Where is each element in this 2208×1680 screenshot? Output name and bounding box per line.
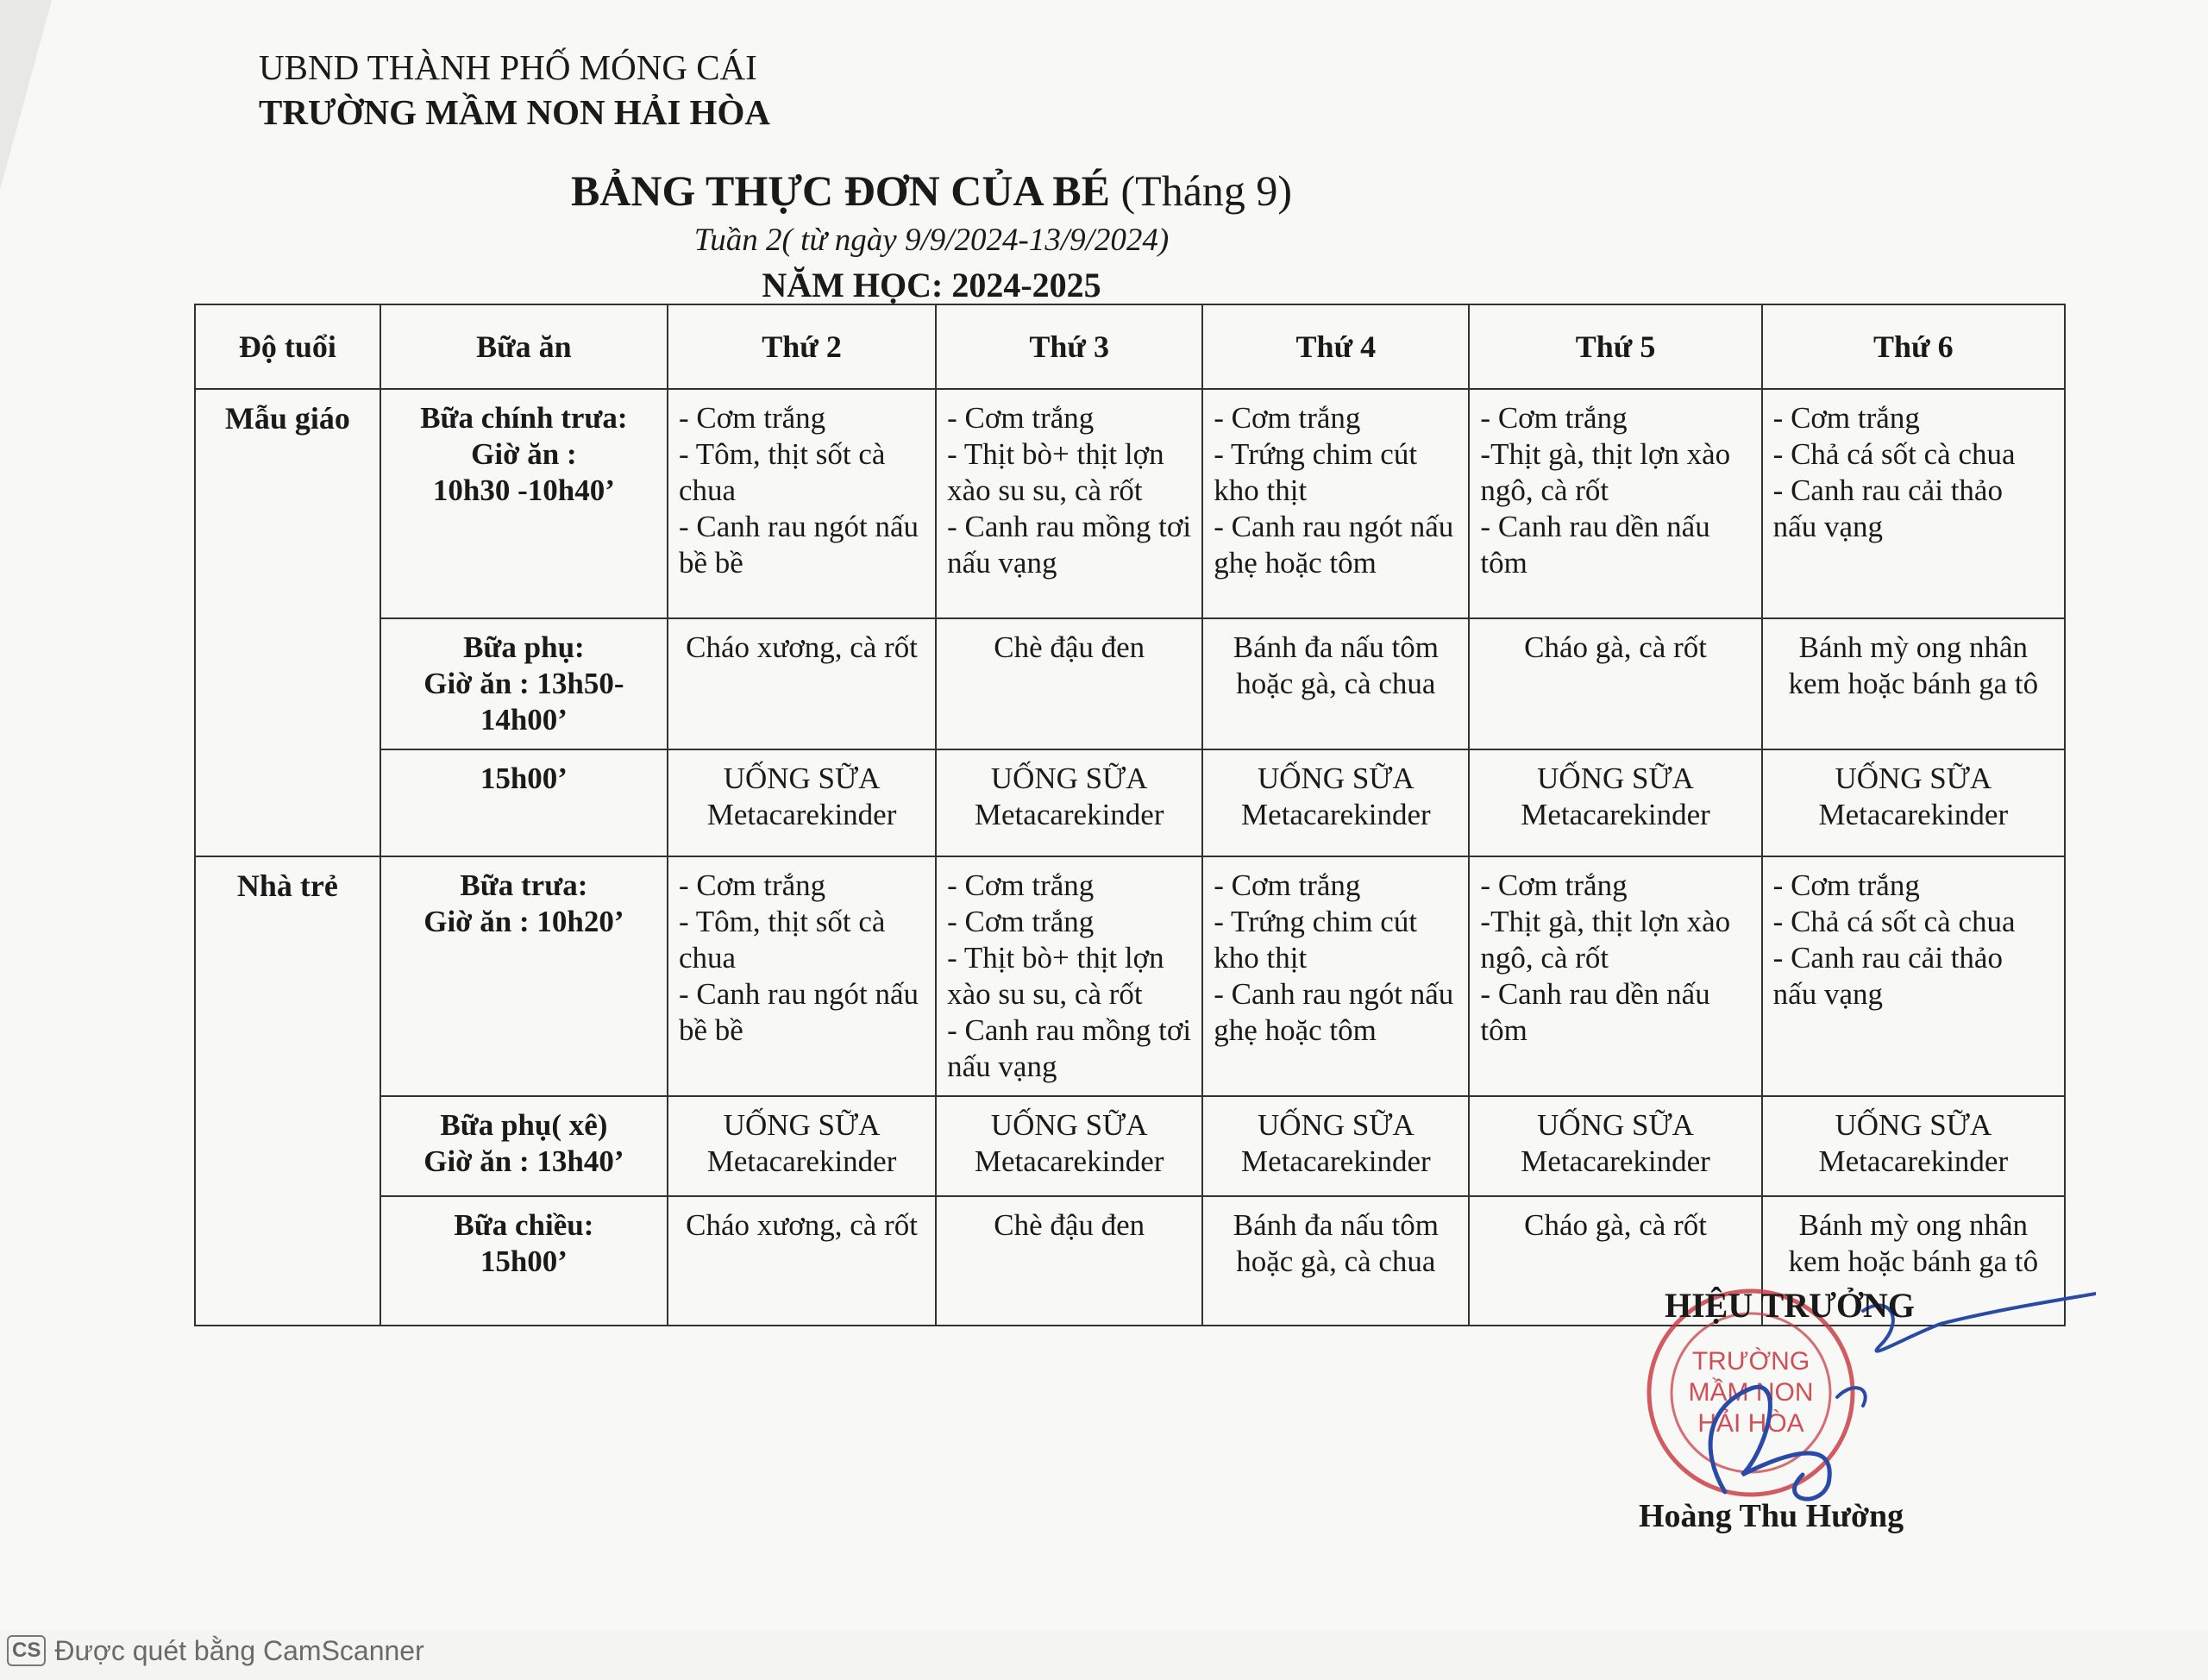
scanner-watermark bbox=[7, 1630, 2208, 1671]
header-organization bbox=[259, 45, 770, 135]
table-header-row bbox=[195, 304, 2065, 389]
school-year: NĂM HỌC: 2024-2025 bbox=[762, 266, 1101, 304]
meal-label: Bữa trưa: Giờ ăn : 10h20’ bbox=[380, 856, 668, 1096]
meal-label: 15h00’ bbox=[380, 749, 668, 856]
camscanner-logo: CS bbox=[7, 1635, 46, 1666]
age-group-kindergarten: Mẫu giáo bbox=[195, 389, 380, 856]
menu-title-main: BẢNG THỰC ĐƠN CỦA BÉ bbox=[570, 166, 1111, 215]
header-tuesday: Thứ 3 bbox=[936, 304, 1202, 389]
page-corner-fold bbox=[0, 0, 52, 190]
meal-label: Bữa phụ( xê) Giờ ăn : 13h40’ bbox=[380, 1096, 668, 1196]
menu-cell: - Cơm trắng - Tôm, thịt sốt cà chua - Canh rau ngót nấu bề bề bbox=[668, 389, 936, 618]
menu-cell: UỐNG SỮA Metacarekinder bbox=[936, 749, 1202, 856]
menu-cell: Cháo xương, cà rốt bbox=[668, 618, 936, 749]
menu-cell: UỐNG SỮA Metacarekinder bbox=[1469, 1096, 1761, 1196]
header-friday: Thứ 6 bbox=[1762, 304, 2065, 389]
menu-cell: UỐNG SỮA Metacarekinder bbox=[1762, 749, 2065, 856]
title-block bbox=[0, 162, 1863, 309]
header-monday: Thứ 2 bbox=[668, 304, 936, 389]
menu-cell: UỐNG SỮA Metacarekinder bbox=[1762, 1096, 2065, 1196]
menu-cell: UỐNG SỮA Metacarekinder bbox=[1202, 749, 1469, 856]
menu-cell: UỐNG SỮA Metacarekinder bbox=[668, 749, 936, 856]
menu-cell: Cháo gà, cà rốt bbox=[1469, 1196, 1761, 1326]
principal-title: HIỆU TRƯỞNG bbox=[1665, 1286, 1916, 1325]
menu-cell: - Cơm trắng - Trứng chim cút kho thịt - Canh rau ngót nấu ghẹ hoặc tôm bbox=[1202, 389, 1469, 618]
meal-label: Bữa chiều: 15h00’ bbox=[380, 1196, 668, 1326]
age-group-nursery: Nhà trẻ bbox=[195, 856, 380, 1326]
menu-title bbox=[0, 162, 1863, 219]
scanner-text: Được quét bằng CamScanner bbox=[54, 1634, 424, 1666]
menu-table bbox=[194, 304, 2066, 1326]
menu-cell: Bánh đa nấu tôm hoặc gà, cà chua bbox=[1202, 618, 1469, 749]
header-wednesday: Thứ 4 bbox=[1202, 304, 1469, 389]
menu-cell: UỐNG SỮA Metacarekinder bbox=[1202, 1096, 1469, 1196]
menu-cell: - Cơm trắng - Cơm trắng - Thịt bò+ thịt lợn xào su su, cà rốt - Canh rau mồng tơi nấu vạng bbox=[936, 856, 1202, 1096]
week-range: Tuần 2( từ ngày 9/9/2024-13/9/2024) bbox=[693, 223, 1170, 258]
menu-cell: - Cơm trắng -Thịt gà, thịt lợn xào ngô, cà rốt - Canh rau dền nấu tôm bbox=[1469, 389, 1761, 618]
stamp-line-1: TRƯỜNG bbox=[1691, 1347, 1810, 1376]
header-age: Độ tuổi bbox=[195, 304, 380, 389]
menu-cell: Bánh mỳ ong nhân kem hoặc bánh ga tô bbox=[1762, 1196, 2065, 1326]
menu-cell: - Cơm trắng -Thịt gà, thịt lợn xào ngô, cà rốt - Canh rau dền nấu tôm bbox=[1469, 856, 1761, 1096]
menu-cell: - Cơm trắng - Chả cá sốt cà chua - Canh rau cải thảo nấu vạng bbox=[1762, 389, 2065, 618]
table-row bbox=[195, 1096, 2065, 1196]
principal-name: Hoàng Thu Hường bbox=[1639, 1498, 1904, 1534]
menu-cell: - Cơm trắng - Trứng chim cút kho thịt - Canh rau ngót nấu ghẹ hoặc tôm bbox=[1202, 856, 1469, 1096]
menu-cell: UỐNG SỮA Metacarekinder bbox=[1469, 749, 1761, 856]
meal-label: Bữa phụ: Giờ ăn : 13h50- 14h00’ bbox=[380, 618, 668, 749]
authority-name: UBND THÀNH PHỐ MÓNG CÁI bbox=[259, 47, 757, 87]
menu-title-month: (Tháng 9) bbox=[1120, 166, 1293, 215]
menu-cell: Cháo gà, cà rốt bbox=[1469, 618, 1761, 749]
table-row bbox=[195, 618, 2065, 749]
menu-cell: Cháo xương, cà rốt bbox=[668, 1196, 936, 1326]
meal-label: Bữa chính trưa: Giờ ăn : 10h30 -10h40’ bbox=[380, 389, 668, 618]
school-name: TRƯỜNG MẦM NON HẢI HÒA bbox=[259, 92, 770, 132]
table-row bbox=[195, 856, 2065, 1096]
menu-cell: Bánh đa nấu tôm hoặc gà, cà chua bbox=[1202, 1196, 1469, 1326]
menu-cell: - Cơm trắng - Tôm, thịt sốt cà chua - Canh rau ngót nấu bề bề bbox=[668, 856, 936, 1096]
menu-cell: - Cơm trắng - Thịt bò+ thịt lợn xào su su, cà rốt - Canh rau mồng tơi nấu vạng bbox=[936, 389, 1202, 618]
header-meal: Bữa ăn bbox=[380, 304, 668, 389]
menu-cell: UỐNG SỮA Metacarekinder bbox=[668, 1096, 936, 1196]
stamp-line-3: HẢI HÒA bbox=[1697, 1409, 1804, 1438]
menu-cell: Chè đậu đen bbox=[936, 1196, 1202, 1326]
header-thursday: Thứ 5 bbox=[1469, 304, 1761, 389]
stamp-line-2: MẦM NON bbox=[1688, 1378, 1814, 1407]
table-row bbox=[195, 749, 2065, 856]
menu-cell: UỐNG SỮA Metacarekinder bbox=[936, 1096, 1202, 1196]
menu-cell: - Cơm trắng - Chả cá sốt cà chua - Canh rau cải thảo nấu vạng bbox=[1762, 856, 2065, 1096]
menu-cell: Chè đậu đen bbox=[936, 618, 1202, 749]
table-row bbox=[195, 389, 2065, 618]
menu-cell: Bánh mỳ ong nhân kem hoặc bánh ga tô bbox=[1762, 618, 2065, 749]
